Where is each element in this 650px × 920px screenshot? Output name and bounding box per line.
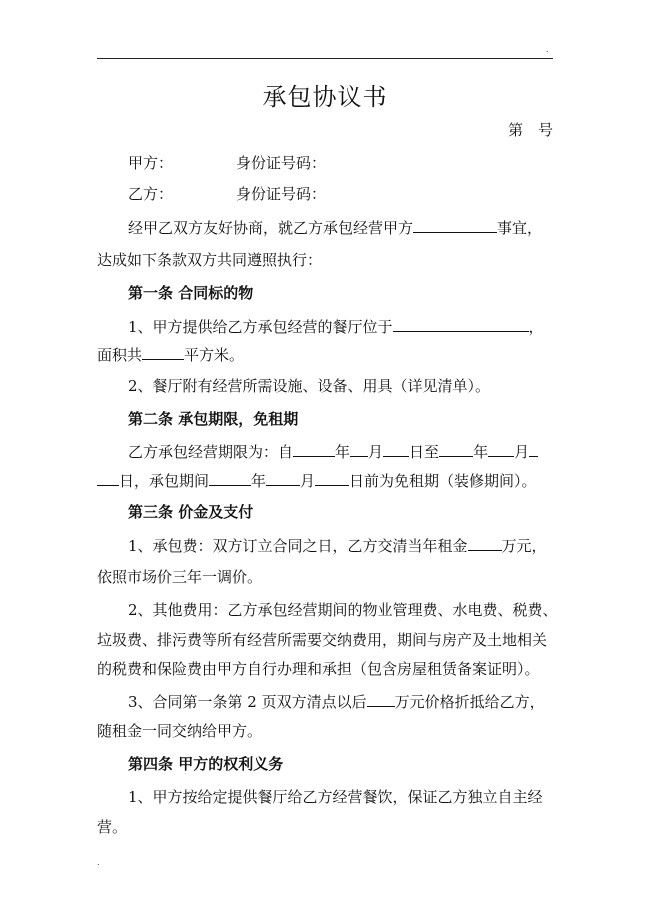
document-title: 承包协议书 xyxy=(262,83,388,111)
end-day-blank-part xyxy=(529,441,538,457)
article-3-heading: 第三条 价金及支付 xyxy=(128,503,254,521)
intro-text-1: 经甲乙双方友好协商，就乙方承包经营甲方 xyxy=(128,219,414,237)
article-1-heading: 第一条 合同标的物 xyxy=(128,284,254,302)
article-3-item-3-cont: 随租金一同交纳给甲方。 xyxy=(97,722,263,740)
article-4-item-1-cont: 营。 xyxy=(97,818,128,836)
footer-mark: . xyxy=(97,858,100,867)
free-month-blank xyxy=(266,470,300,486)
rent-blank xyxy=(468,535,502,551)
article-3-item-1-cont: 依照市场价三年一调价。 xyxy=(97,568,263,586)
article-1-item-1-cont: 面积共 平方米。 xyxy=(97,346,245,364)
party-a-label: 甲方： xyxy=(128,154,174,172)
location-blank xyxy=(393,316,529,332)
article-1-item-1: 1、甲方提供给乙方承包经营的餐厅位于 ， xyxy=(128,318,544,336)
article-3-item-2-cont-1: 垃圾费、排污费等所有经营所需要交纳费用，期间与房产及土地相关 xyxy=(97,631,548,649)
article-4-item-1: 1、甲方按给定提供餐厅给乙方经营餐饮，保证乙方独立自主经 xyxy=(128,788,543,806)
free-year-blank xyxy=(209,470,251,486)
party-b-label: 乙方： xyxy=(128,185,174,203)
end-day-blank xyxy=(97,470,119,486)
article-3-item-1: 1、承包费：双方订立合同之日，乙方交清当年租金 万元， xyxy=(128,537,547,555)
start-year-blank xyxy=(293,441,335,457)
intro-line-2: 达成如下条款双方共同遵照执行： xyxy=(97,251,323,269)
end-month-blank xyxy=(488,441,514,457)
free-day-blank xyxy=(315,470,349,486)
header-rule xyxy=(97,58,553,59)
intro-text-2: 事宜， xyxy=(497,219,543,237)
offset-amount-blank xyxy=(367,691,395,707)
start-month-blank xyxy=(350,441,368,457)
party-b-id-label: 身份证号码： xyxy=(236,185,327,203)
start-day-blank xyxy=(383,441,409,457)
article-3-item-3: 3、合同第一条第 2 页双方清点以后 万元价格折抵给乙方， xyxy=(128,693,545,711)
header-mark: . xyxy=(546,45,549,54)
article-1-item-2: 2、餐厅附有经营所需设施、设备、用具（详见清单）。 xyxy=(128,377,491,395)
article-4-heading: 第四条 甲方的权利义务 xyxy=(128,755,284,773)
area-blank xyxy=(142,344,184,360)
intro-line-1 xyxy=(128,217,553,238)
party-a-id-label: 身份证号码： xyxy=(236,154,327,172)
number-label: 第 号 xyxy=(507,121,553,139)
article-3-item-2: 2、其他费用：乙方承包经营期间的物业管理费、水电费、税费、 xyxy=(128,601,558,619)
article-2-line-1: 乙方承包经营期限为：自 年 月 日至 年 月 xyxy=(128,441,553,462)
end-year-blank xyxy=(439,441,473,457)
number-label-line xyxy=(97,120,553,140)
article-2-heading: 第二条 承包期限，免租期 xyxy=(128,410,299,428)
article-3-item-2-cont-2: 的税费和保险费由甲方自行办理和承担（包含房屋租赁备案证明）。 xyxy=(97,660,540,678)
article-2-line-2: 日，承包期间 年 月 日前为免租期（装修期间）。 xyxy=(97,470,553,491)
business-blank xyxy=(413,217,497,233)
